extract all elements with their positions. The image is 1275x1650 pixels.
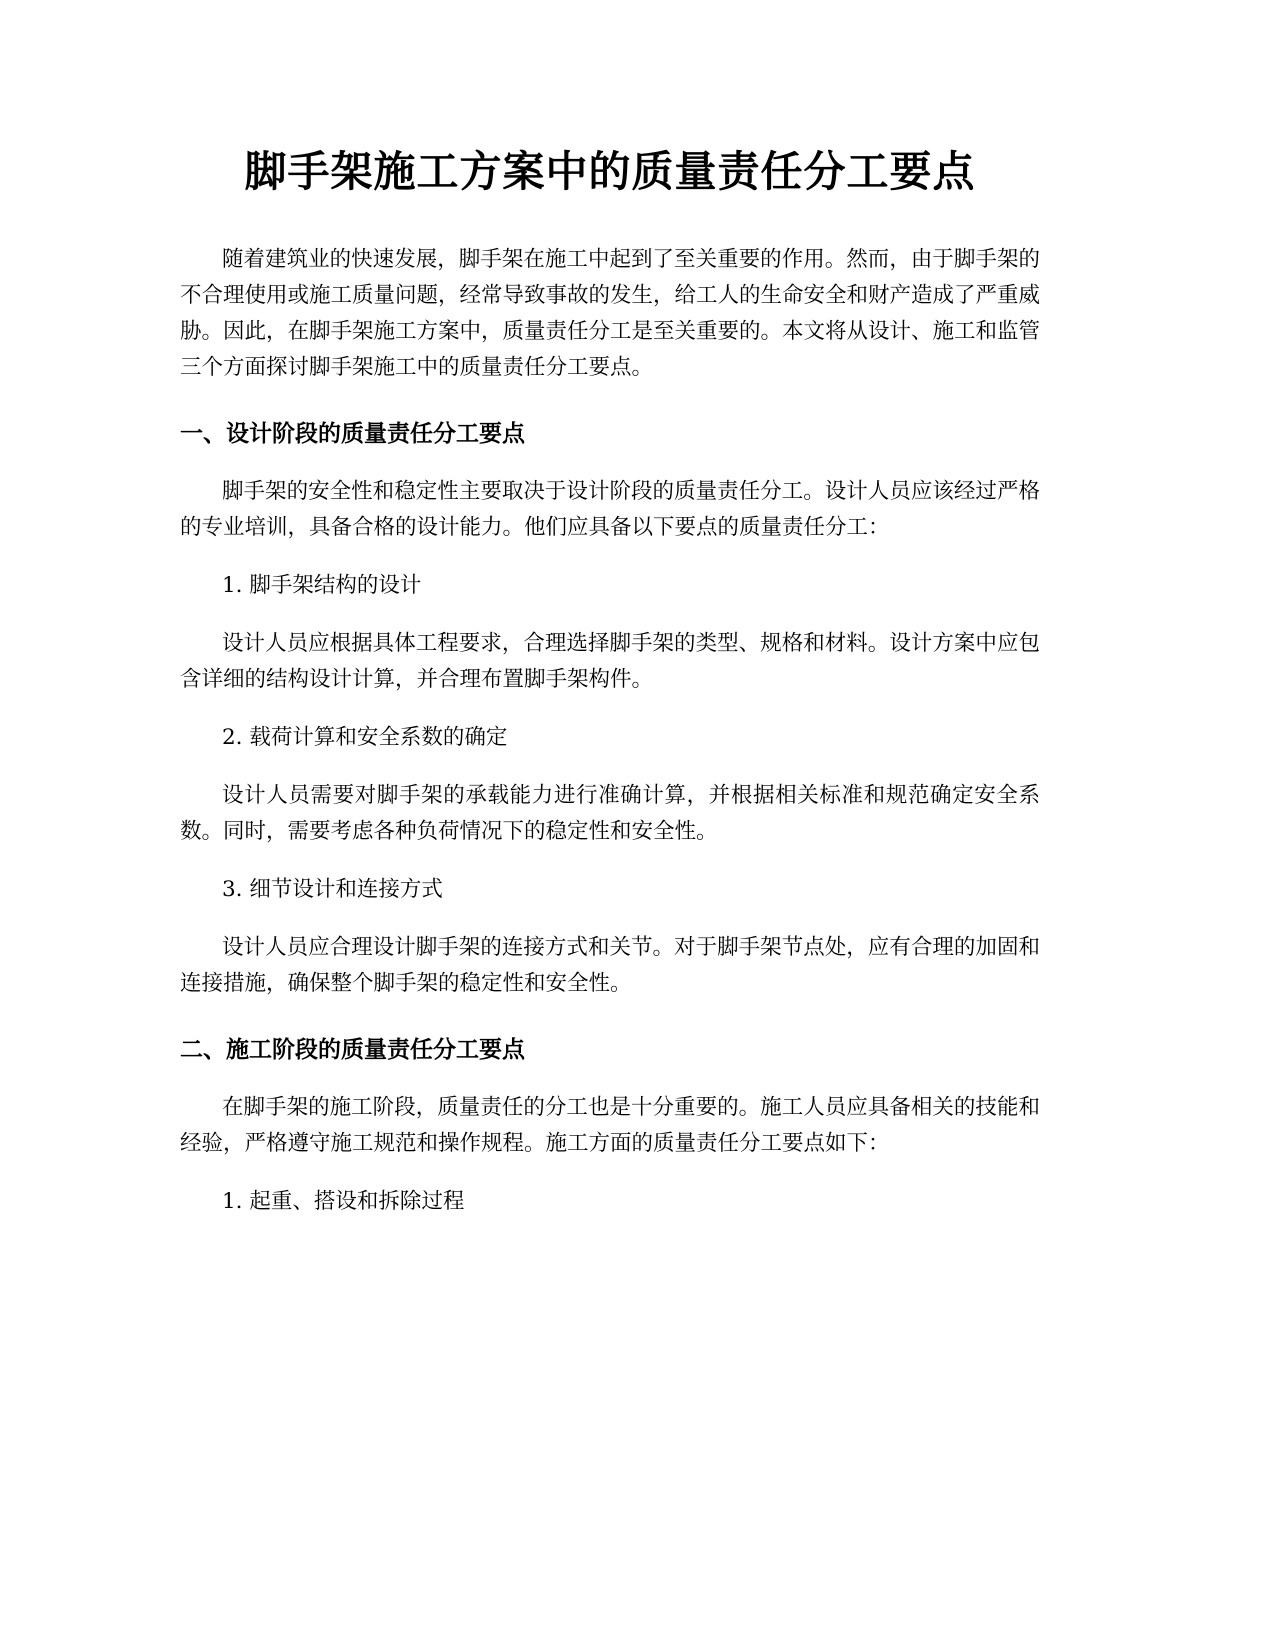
section-heading-design: 一、设计阶段的质量责任分工要点	[180, 421, 525, 447]
list-item-title: 3. 细节设计和连接方式	[222, 877, 443, 902]
document-title: 脚手架施工方案中的质量责任分工要点	[244, 147, 976, 196]
list-item-title: 1. 起重、搭设和拆除过程	[222, 1189, 465, 1214]
list-item-body: 设计人员应合理设计脚手架的连接方式和关节。对于脚手架节点处，应有合理的加固和连接措施，确保整个脚手架的稳定性和安全性。	[180, 935, 1040, 996]
list-item-title: 2. 载荷计算和安全系数的确定	[222, 725, 508, 750]
intro-paragraph: 随着建筑业的快速发展，脚手架在施工中起到了至关重要的作用。然而，由于脚手架的不合理使用或施工质量问题，经常导致事故的发生，给工人的生命安全和财产造成了严重威胁。因此，在脚手架施工方案中，质量责任分工是至关重要的。本文将从设计、施工和监管三个方面探讨脚手架施工中的质量责任分工要点。	[180, 247, 1041, 380]
list-item-body: 设计人员需要对脚手架的承载能力进行准确计算，并根据相关标准和规范确定安全系数。同时，需要考虑各种负荷情况下的稳定性和安全性。	[180, 783, 1040, 844]
list-item-title: 1. 脚手架结构的设计	[222, 573, 422, 598]
section-intro-design: 脚手架的安全性和稳定性主要取决于设计阶段的质量责任分工。设计人员应该经过严格的专业培训，具备合格的设计能力。他们应具备以下要点的质量责任分工：	[180, 479, 1040, 540]
section-intro-construction: 在脚手架的施工阶段，质量责任的分工也是十分重要的。施工人员应具备相关的技能和经验，严格遵守施工规范和操作规程。施工方面的质量责任分工要点如下：	[180, 1095, 1040, 1156]
list-item-body: 设计人员应根据具体工程要求，合理选择脚手架的类型、规格和材料。设计方案中应包含详细的结构设计计算，并合理布置脚手架构件。	[180, 631, 1040, 692]
document-body	[180, 140, 1040, 1242]
section-heading-construction: 二、施工阶段的质量责任分工要点	[180, 1037, 525, 1063]
